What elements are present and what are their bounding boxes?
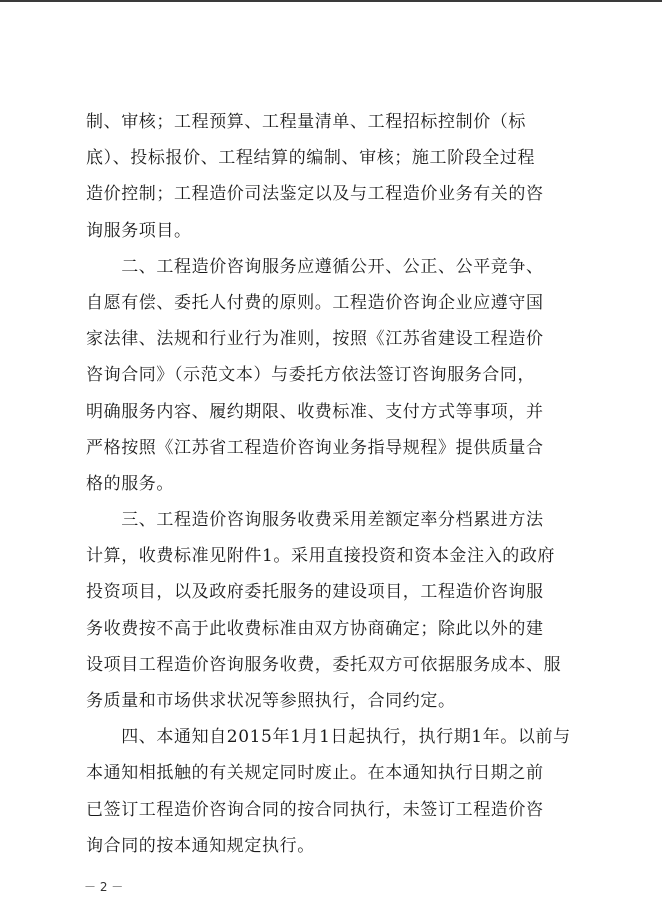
paragraph-3-start: 三、工程造价咨询服务收费采用差额定率分档累进方法: [86, 510, 544, 531]
top-border-line: [0, 0, 662, 2]
text-line: 严格按照《江苏省工程造价咨询业务指导规程》提供质量合: [86, 437, 544, 458]
text-line: 设项目工程造价咨询服务收费，委托双方可依据服务成本、服: [86, 654, 562, 675]
text-line: 造价控制；工程造价司法鉴定以及与工程造价业务有关的咨: [86, 184, 544, 205]
body-text: [86, 104, 586, 864]
text-line: 投资项目，以及政府委托服务的建设项目，工程造价咨询服: [86, 582, 544, 603]
text-line: 家法律、法规和行业行为准则，按照《江苏省建设工程造价: [86, 329, 544, 350]
text-line: 底）、投标报价、工程结算的编制、审核；施工阶段全过程: [86, 148, 536, 169]
text-line: 格的服务。: [86, 473, 174, 494]
text-line: 询合同的按本通知规定执行。: [86, 835, 315, 856]
text-line: 明确服务内容、履约期限、收费标准、支付方式等事项，并: [86, 401, 544, 422]
paragraph-4-start: 四、本通知自2015年1月1日起执行，执行期1年。以前与: [86, 727, 571, 748]
text-line: 务质量和市场供求状况等参照执行，合同约定。: [86, 691, 456, 711]
paragraph-2-start: 二、工程造价咨询服务应遵循公开、公正、公平竞争、: [86, 256, 544, 277]
page-number: － 2 －: [84, 880, 124, 894]
text-line: 已签订工程造价咨询合同的按合同执行，未签订工程造价咨: [86, 799, 544, 820]
text-line: 务收费按不高于此收费标准由双方协商确定；除此以外的建: [86, 618, 544, 639]
text-line: 计算，收费标准见附件1。采用直接投资和资本金注入的政府: [86, 546, 556, 567]
text-line: 制、审核；工程预算、工程量清单、工程招标控制价（标: [86, 112, 526, 132]
text-line: 本通知相抵触的有关规定同时废止。在本通知执行日期之前: [86, 763, 544, 784]
text-line: 自愿有偿、委托人付费的原则。工程造价咨询企业应遵守国: [86, 292, 544, 313]
text-line: 咨询合同》（示范文本）与委托方依法签订咨询服务合同，: [86, 365, 536, 386]
text-line: 询服务项目。: [86, 220, 192, 241]
